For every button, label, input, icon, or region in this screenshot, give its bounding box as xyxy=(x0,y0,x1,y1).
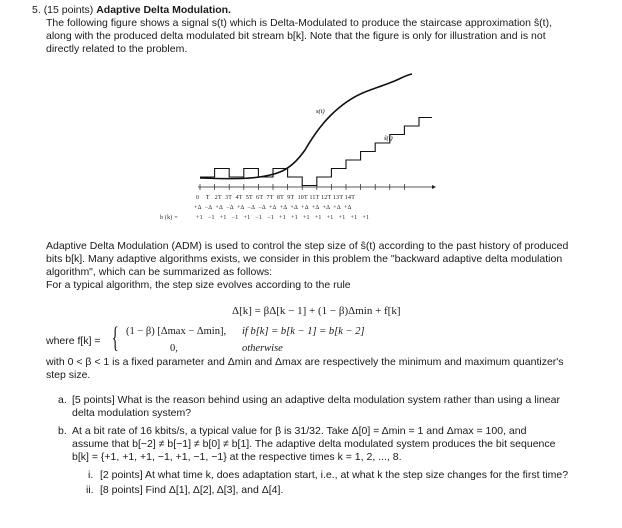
case-1-condition: if b[k] = b[k − 1] = b[k − 2] xyxy=(242,326,365,337)
approx-label: ŝ(t) xyxy=(384,135,393,142)
problem-intro xyxy=(46,17,586,56)
question-b-line-2: assume that b[−2] ≠ b[−1] ≠ b[0] ≠ b[1]. The adaptive delta modulated system produces the bit sequence xyxy=(72,438,556,450)
case-2-value: 0, xyxy=(170,343,178,354)
where-label: where f[k] = xyxy=(46,335,101,347)
case-2-condition: otherwise xyxy=(242,343,283,354)
beta-description xyxy=(46,356,586,382)
intro-line-1: The following figure shows a signal s(t) which is Delta-Modulated to produce the staircase approximation ŝ(t), xyxy=(46,17,552,29)
signal-curve xyxy=(200,74,412,179)
piecewise-brace: { xyxy=(111,321,119,354)
signal-label: s(t) xyxy=(316,108,325,115)
step-size-equation: Δ[k] = βΔ[k − 1] + (1 − β)Δmin + f[k] xyxy=(232,305,401,317)
question-a xyxy=(72,394,592,420)
problem-header xyxy=(32,4,592,17)
adm-description xyxy=(46,240,586,292)
problem-title: Adaptive Delta Modulation. xyxy=(96,4,231,16)
question-a-label: a. xyxy=(58,394,67,406)
question-i: [2 points] At what time k, does adaptation start, i.e., at what k the step size changes for the first time? xyxy=(100,469,569,481)
time-labels: 0 T 2T 3T 4T 5T 6T 7T 8T 9T 10T 11T 12T 13T 14T xyxy=(196,195,356,201)
with-line-1: with 0 < β < 1 is a fixed parameter and Δmin and Δmax are respectively the minimum and maximum quantizer's xyxy=(46,356,564,368)
intro-line-2: along with the produced delta modulated bit stream b[k]. Note that the figure is only for illustration and is not xyxy=(46,30,546,42)
adm-line-2: bits b[k]. Many adaptive algorithms exists, we consider in this problem the "backward adaptive delta modulation xyxy=(46,253,563,265)
bit-row: +1 −1 +1 −1 +1 −1 −1 +1 +1 +1 +1 +1 +1 +1 +1 xyxy=(196,215,370,221)
question-b-line-1: At a bit rate of 16 kbits/s, a typical value for β is 31/32. Take Δ[0] = Δmin = 1 and Δmax = 100, and xyxy=(72,425,527,437)
question-b-label: b. xyxy=(58,425,67,437)
question-ii: [8 points] Find Δ[1], Δ[2], Δ[3], and Δ[4]. xyxy=(100,484,284,496)
adm-line-1: Adaptive Delta Modulation (ADM) is used to control the step size of ŝ(t) according to the past history of produced xyxy=(46,240,569,252)
bit-row-label: b (k) = xyxy=(160,215,178,221)
intro-line-3: directly related to the problem. xyxy=(46,43,188,55)
question-i-label: i. xyxy=(88,469,94,481)
question-a-line-2: delta modulation system? xyxy=(72,407,192,419)
question-ii-label: ii. xyxy=(86,484,94,496)
question-b xyxy=(72,425,592,464)
delta-row: +Δ −Δ +Δ −Δ +Δ −Δ −Δ +Δ +Δ +Δ +Δ +Δ +Δ +Δ +Δ xyxy=(194,205,352,211)
time-axis-arrow xyxy=(432,185,436,189)
question-a-line-1: [5 points] What is the reason behind using an adaptive delta modulation system rather than using a linear xyxy=(72,394,560,406)
problem-number: 5. xyxy=(32,4,41,16)
case-1-value: (1 − β) [Δmax − Δmin], xyxy=(126,326,227,337)
adm-line-3: algorithm", which can be summarized as follows: xyxy=(46,266,273,278)
question-b-line-3: b[k] = {+1, +1, +1, −1, +1, −1, −1} at the respective times k = 1, 2, ..., 8. xyxy=(72,451,402,463)
staircase-approximation xyxy=(200,118,432,186)
with-line-2: step size. xyxy=(46,369,91,381)
adm-line-4: For a typical algorithm, the step size evolves according to the rule xyxy=(46,279,351,291)
problem-points: (15 points) xyxy=(43,4,94,16)
